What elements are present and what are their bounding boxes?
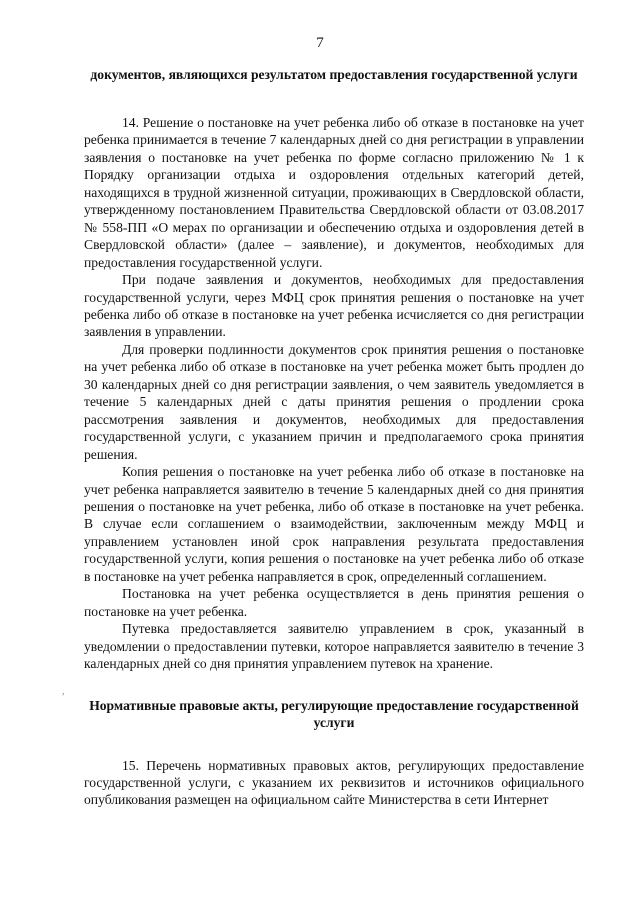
margin-scan-mark: , <box>62 686 65 697</box>
section-heading-legal-acts: Нормативные правовые акты, регулирующие предоставление государственной услуги <box>89 697 579 730</box>
paragraph-voucher-provision: Путевка предоставляется заявителю управлением в срок, указанный в уведомлении о предоставлении путевки, которое направляется заявителю в течение 3 календарных дней со дня принятия управлением путевок на хранение. <box>84 621 584 672</box>
paragraph-registration-day: Постановка на учет ребенка осуществляется в день принятия решения о постановке на учет ребенка. <box>84 586 584 619</box>
paragraph-14: 14. Решение о постановке на учет ребенка либо об отказе в постановке на учет ребенка принимается в течение 7 календарных дней со дня регистрации в управлении заявления о постановке на учет ребенка по форме согласно приложению № 1 к Порядку организации отдыха и оздоровления отдельных категорий детей, находящихся в трудной жизненной ситуации, проживающих в Свердловской области, утвержденному постановлением Правительства Свердловской области от 03.08.2017 № 558-ПП «О мерах по организации и обеспечению отдыха и оздоровления детей в Свердловской области» (далее – заявление), и документов, необходимых для предоставления государственной услуги. <box>84 115 584 270</box>
paragraph-verification-extension: Для проверки подлинности документов срок принятия решения о постановке на учет ребенка либо об отказе в постановке на учет ребенка может быть продлен до 30 календарных дней со дня регистрации заявления, о чем заявитель уведомляется в течение 5 календарных дней с даты принятия решения о продлении срока рассмотрения заявления и документов, необходимых для предоставления государственной услуги, с указанием причин и предполагаемого срока принятия решения. <box>84 341 584 462</box>
paragraph-decision-copy: Копия решения о постановке на учет ребенка либо об отказе в постановке на учет ребенка направляется заявителю в течение 5 календарных дней со дня принятия решения о постановке на учет ребенка, либо об отказе в постановке на учет ребенка. В случае если соглашением о взаимодействии, заключенным между МФЦ и управлением установлен иной срок направления результата предоставления государственной услуги, копия решения о постановке на учет ребенка либо об отказе в постановке на учет ребенка направляется в срок, определенный соглашением. <box>84 464 584 584</box>
page-number: 7 <box>316 35 324 51</box>
paragraph-mfc-submission: При подаче заявления и документов, необходимых для предоставления государственной услуги, через МФЦ срок принятия решения о постановке на учет ребенка либо об отказе в постановке на учет ребенка исчисляется со дня регистрации заявления в управлении. <box>84 272 584 340</box>
paragraph-15: 15. Перечень нормативных правовых актов, регулирующих предоставление государственной услуги, с указанием их реквизитов и источников официального опубликования размещен на официальном сайте Министерства в сети Интернет <box>84 757 584 808</box>
section-heading-result-documents: документов, являющихся результатом предоставления государственной услуги <box>90 67 578 82</box>
document-body <box>84 66 584 809</box>
